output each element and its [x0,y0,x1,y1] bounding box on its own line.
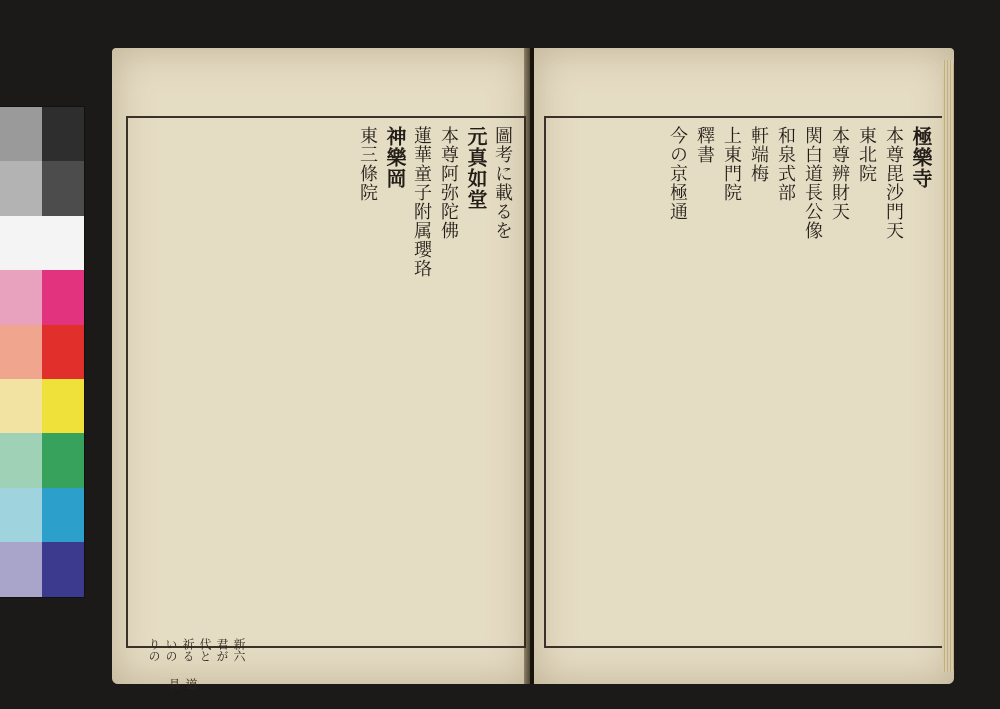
right-page [534,48,954,684]
text-column: 釋書 [694,126,715,164]
text-column: 東北院 [856,126,877,183]
color-swatch [0,270,42,324]
text-column: 今の京極通 [667,126,688,221]
color-calibration-chart [0,107,84,597]
text-column: 元真如堂 [464,126,488,210]
text-column: 本尊辨財天 [829,126,850,221]
color-swatch [42,161,84,215]
text-column: 東三條院 [357,126,378,202]
text-column: 圖考に載るを [492,126,513,240]
right-page-frame [544,116,944,648]
left-page-frame [126,116,526,690]
text-column: 和泉式部 [775,126,796,202]
color-swatch [42,433,84,487]
color-swatch [42,379,84,433]
color-swatch [0,379,42,433]
text-column: 関白道長公像 [802,126,823,240]
color-swatch [42,107,84,161]
text-column: 極樂寺 [909,126,933,189]
text-column: 蓮華童子附属瓔珞 [411,126,432,278]
color-swatch [0,433,42,487]
text-column: 神樂岡 [383,126,407,189]
color-swatch [0,325,42,379]
color-swatch [42,488,84,542]
color-swatch [0,216,42,270]
color-swatch [42,542,84,596]
color-swatch [42,270,84,324]
color-swatch [0,488,42,542]
open-book [112,48,964,688]
right-page-text [554,126,934,638]
text-column: 本尊毘沙門天 [883,126,904,240]
color-swatch [0,107,42,161]
folio-caption: 新六 君が代と祈るいのりの [147,638,246,674]
color-swatch [42,325,84,379]
left-page-text [136,126,516,638]
color-swatch [0,542,42,596]
folio-kind: 道具 [167,678,198,690]
left-page [112,48,530,690]
color-swatch [42,216,84,270]
text-column: 軒端梅 [748,126,769,183]
text-column: 本尊阿弥陀佛 [438,126,459,240]
page-edge [942,60,954,672]
color-swatch [0,161,42,215]
text-column: 上東門院 [721,126,742,202]
